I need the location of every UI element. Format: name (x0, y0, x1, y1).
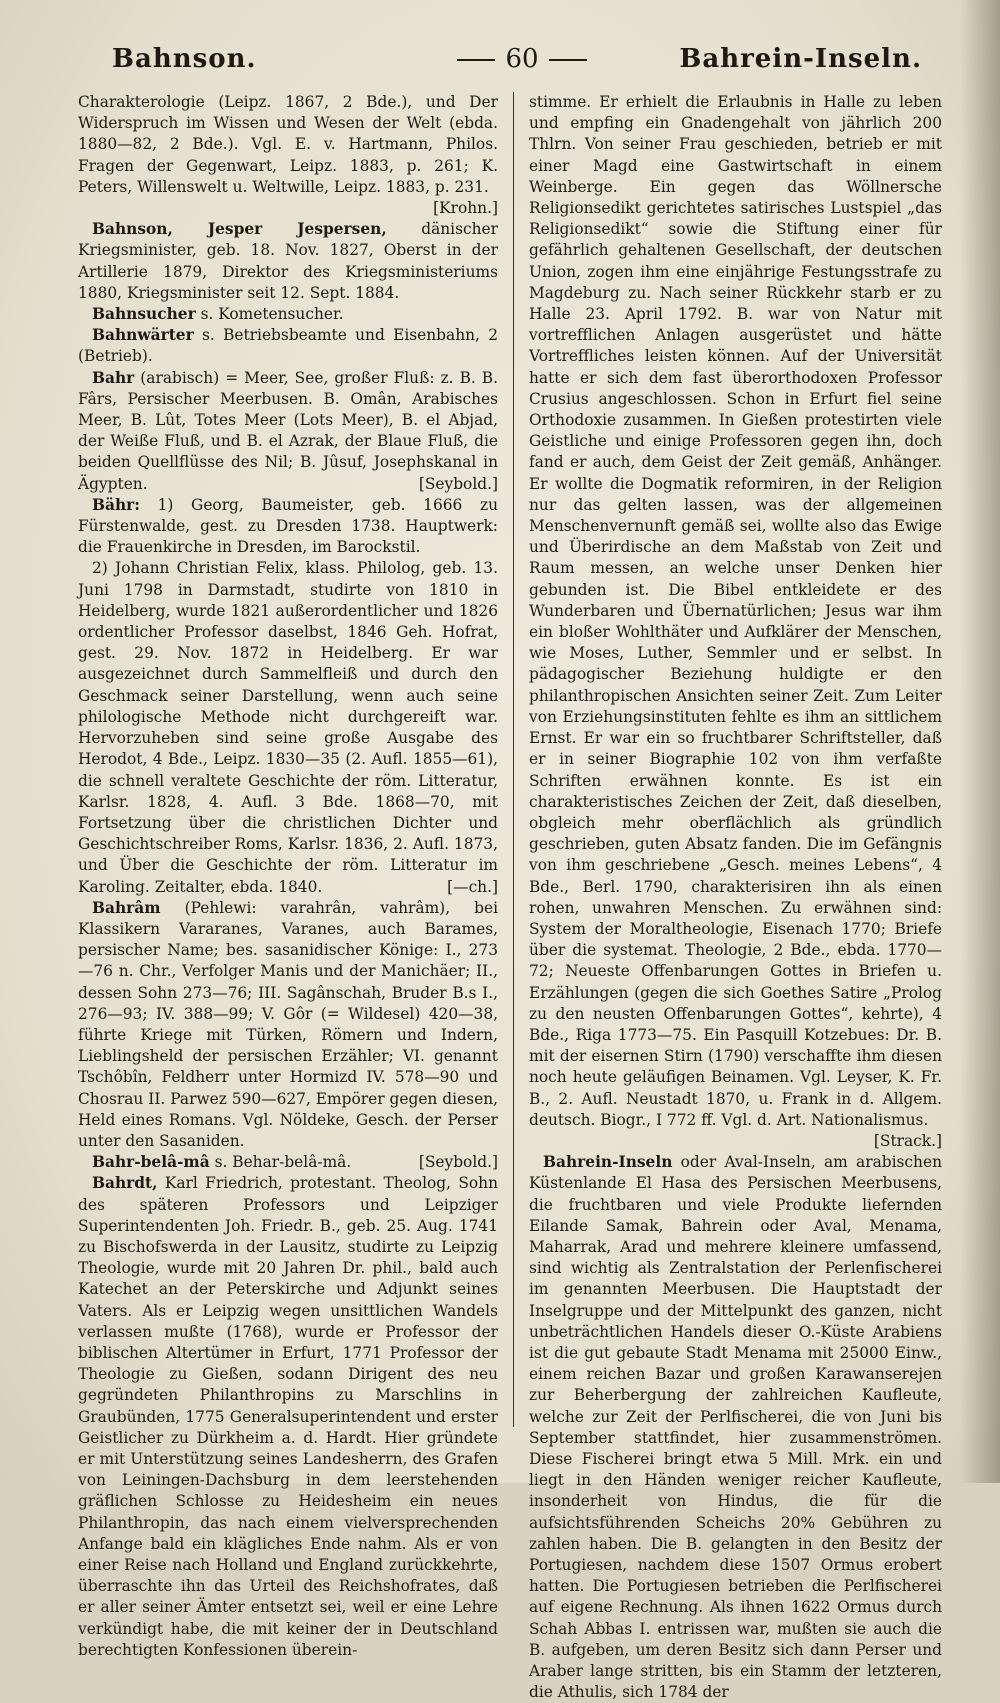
entry-text: s. Behar-belâ-mâ. (209, 1153, 352, 1172)
left-column (78, 92, 498, 1661)
author-signature: [Krohn.] (433, 199, 498, 218)
entry-text: 2) Johann Christian Felix, klass. Philolog, geb. 13. Juni 1798 in Darmstadt, studirte von 1810 in Heidelberg, wurde 1821 außerordentlicher und 1826 ordentlicher Professor daselbst, 1846 Geh. Hofrat, gest. 29. Nov. 1872 in Heidelberg. Er war ausgezeichnet durch Sammelfleiß und durch den Geschmack seiner Darstellung, wenn auch seine philologische Methode nicht durchgereift war. Hervorzuheben sind seine große Ausgabe des Herodot, 4 Bde., Leipz. 1830—35 (2. Aufl. 1855—61), die schnell veraltete Geschichte der röm. Litteratur, Karlsr. 1828, 4. Aufl. 3 Bde. 1868—70, mit Fortsetzung über die christlichen Dichter und Geschichtschreiber Roms, Karlsr. 1836, 2. Aufl. 1873, und Über die Geschichte der röm. Litteratur im Karoling. Zeitalter, ebda. 1840. (78, 559, 498, 896)
author-signature: [Strack.] (873, 1131, 942, 1150)
dictionary-entry (78, 898, 498, 1152)
entry-headword: Bahnsucher (92, 305, 196, 324)
dictionary-entry (78, 1152, 498, 1173)
entry-headword: Bahnwärter (92, 326, 194, 345)
right-column (529, 92, 942, 1703)
entry-text: (Pehlewi: varahrân, vahrâm), bei Klassikern Vararanes, Varanes, auch Barames, persischer Name; bes. sasanidischer Könige: I., 273—76 n. Chr., Verfolger Manis und der Manichäer; II., dessen Sohn 273—76; III. Sagânschah, Bruder B.s I., 276—93; IV. 388—99; V. Gôr (= Wildesel) 420—38, führte Kriege mit Türken, Römern und Indern, Lieblingsheld der persischen Erzähler; VI. genannt Tschôbîn, Feldherr unter Hormizd IV. 578—90 und Chosrau II. Parwez 590—627, Empörer gegen diesen, Held eines Romans. Vgl. Nöldeke, Gesch. der Perser unter den Sasaniden. (78, 898, 498, 1150)
dictionary-entry (78, 304, 498, 325)
entry-headword: Bahrdt, (92, 1174, 158, 1193)
dictionary-entry (78, 1173, 498, 1661)
binding-shadow (960, 0, 1000, 1483)
entry-text: Karl Friedrich, protestant. Theolog, Sohn des späteren Professors und Leipziger Superintendenten Joh. Friedr. B., geb. 25. Aug. 1741 zu Bischofswerda in der Lausitz, studirte zu Leipzig Theologie, wurde mit 20 Jahren Dr. phil., bald auch Katechet an der Peterskirche und Adjunkt seines Vaters. Als er Leipzig wegen unsittlichen Wandels verlassen mußte (1768), wurde er Professor der biblischen Altertümer in Erfurt, 1771 Professor der Theologie zu Gießen, sodann Dirigent des neu gegründeten Philanthropins zu Marschlins in Graubünden, 1775 Generalsuperintendent und erster Geistlicher zu Dürkheim a. d. Hardt. Hier gründete er mit Unterstützung seines Landesherrn, des Grafen von Leiningen-Dachsburg in dem leerstehenden gräflichen Schlosse zu Heidesheim ein neues Philanthropin, das nach einem vielversprechenden Anfange bald ein klägliches Ende nahm. Als er von einer Reise nach Holland und England zurückkehrte, überraschte ihn das Urteil des Reichshofrates, daß er aller seiner Ämter entsetzt sei, weil er eine Lehre verkündigt habe, die mit keiner der in Deutschland berechtigten Konfessionen überein- (78, 1174, 498, 1659)
author-signature: [Seybold.] (418, 474, 498, 493)
entry-headword: Bahr (92, 368, 135, 387)
continued-text (529, 92, 942, 1152)
entry-headword: Bahr-belâ-mâ (92, 1153, 210, 1172)
page-number-text: 60 (505, 44, 539, 74)
dictionary-entry (78, 495, 498, 559)
dictionary-entry (78, 219, 498, 304)
entry-headword: Bahrâm (92, 898, 161, 917)
continued-text (78, 92, 498, 219)
dictionary-entry (78, 368, 498, 495)
page-number (442, 44, 602, 74)
author-signature: [—ch.] (447, 877, 498, 896)
entry-text: stimme. Er erhielt die Erlaubnis in Halle zu leben und empfing ein Gnadengehalt von jährlich 200 Thlrn. Von seiner Frau geschieden, betrieb er mit einer Magd eine Gastwirtschaft in einem Weinberge. Ein gegen das Wöllnersche Religionsedikt gerichtetes satirisches Lustspiel „das Religionsedikt“ sowie die Stiftung einer für gefährlich gehaltenen Gesellschaft, der deutschen Union, zogen ihm eine einjährige Festungsstrafe zu Magdeburg zu. Nach seiner Rückkehr starb er zu Halle 23. April 1792. B. war von Natur mit vortrefflichen Anlagen ausgerüstet und hätte Vortreffliches leisten können. Auf der Universität hatte er sich dem fast überorthodoxen Professor Crusius angeschlossen. Schon in Erfurt fiel seine Orthodoxie zusammen. In Gießen protestirten viele Geistliche und einige Professoren gegen ihn, doch fand er auch, dem Geist der Zeit gemäß, Anhänger. Er wollte die Dogmatik reformiren, in der Religion nur das gelten lassen, was der allgemeinen Menschenvernunft gemäß sei, wollte also das Ewige und Überirdische an dem Maßstab von Zeit und Raum messen, an welche unser Denken hier gebunden ist. Die Bibel entkleidete er des Wunderbaren und Übernatürlichen; Jesus war ihm ein bloßer Wohlthäter und Aufklärer der Menschen, wie Moses, Luther, Semmler und er selbst. In pädagogischer Beziehung huldigte er den philanthropischen Ansichten seiner Zeit. Zum Leiter von Erziehungsinstituten fehlte es ihm an sittlichem Ernst. Er war ein so fruchtbarer Schriftsteller, daß er in seiner Biographie 102 von ihm verfaßte Schriften erwähnen konnte. Es ist ein charakteristisches Zeichen der Zeit, daß dieselben, obgleich mehr oberflächlich als gründlich geschrieben, guten Absatz fanden. Die im Gefängnis von ihm geschriebene „Gesch. meines Lebens“, 4 Bde., Berl. 1790, charakterisiren ihn als einen rohen, unwahren Menschen. Zu erwähnen sind: System der Moraltheologie, Eisenach 1770; Briefe über die systemat. Theologie, 2 Bde., ebda. 1770—72; Neueste Offenbarungen Gottes in Briefen u. Erzählungen (gegen die sich Goethes Satire „Prolog zu den neusten Offenbarungen Gottes“, kehrte), 4 Bde., Riga 1773—75. Ein Pasquill Kotzebues: Dr. B. mit der eisernen Stirn (1790) verschaffte ihm diesen noch heute geläufigen Beinamen. Vgl. Leyser, K. Fr. B., 2. Aufl. Neustadt 1870, u. Frank in d. Allgem. deutsch. Biogr., I 772 ff. Vgl. d. Art. Nationalismus. (529, 93, 942, 1129)
header-dash-right (549, 59, 587, 61)
entry-text: Charakterologie (Leipz. 1867, 2 Bde.), und Der Widerspruch im Wissen und Wesen der Welt (ebda. 1880—82, 2 Bde.). Vgl. E. v. Hartmann, Philos. Fragen der Gegenwart, Leipz. 1883, p. 261; K. Peters, Willenswelt u. Weltwille, Leipz. 1883, p. 231. (78, 93, 498, 196)
entry-text: (arabisch) = Meer, See, großer Fluß: z. B. B. Fârs, Persischer Meerbusen. B. Omân, Arabisches Meer, B. Lût, Totes Meer (Lots Meer), B. el Abjad, der Weiße Fluß, und B. el Azrak, der Blaue Fluß, die beiden Quellflüsse des Nil; B. Jûsuf, Josephskanal in Ägypten. (78, 368, 498, 493)
entry-headword: Bahnson, Jesper Jespersen, (92, 220, 387, 239)
entry-headword: Bähr: (92, 495, 140, 514)
header-right-keyword: Bahrein-Inseln. (679, 44, 922, 74)
dictionary-entry (78, 325, 498, 367)
entry-text: 1) Georg, Baumeister, geb. 1666 zu Fürstenwalde, gest. zu Dresden 1738. Hauptwerk: die Frauenkirche in Dresden, im Barockstil. (78, 495, 498, 557)
dictionary-entry (529, 1152, 942, 1703)
entry-text: oder Aval-Inseln, am arabischen Küstenlande El Hasa des Persischen Meerbusens, die fruchtbaren und viele Produkte liefernden Eilande Samak, Bahrein oder Aval, Menama, Maharrak, Arad und mehrere kleinere umfassend, sind wichtig als Zentralstation der Perlenfischerei im genannten Meerbusen. Die Hauptstadt der Inselgruppe und der Mittelpunkt des ganzen, nicht unbeträchtlichen Handels dieser O.-Küste Arabiens ist die gut gebaute Stadt Menama mit 25000 Einw., einem reichen Bazar und großen Karawanserejen zur Beherbergung der zahlreichen Kaufleute, welche zur Zeit der Perlfischerei, die von Juni bis September stattfindet, hier zusammenströmen. Diese Fischerei bringt etwa 5 Mill. Mrk. ein und liegt in den Händen weniger reicher Kaufleute, insonderheit von Hindus, die für die aufsichtsführenden Scheichs 20% Gebühren zu zahlen haben. Die B. gelangten in den Besitz der Portugiesen, nachdem diese 1507 Ormus erobert hatten. Die Portugiesen betrieben die Perlfischerei auf eigene Rechnung. Als ihnen 1622 Ormus durch Schah Abbas I. entrissen war, mußten sie auch die B. aufgeben, um deren Besitz sich dann Perser und Araber lange stritten, bis ein Stamm der letzteren, die Athulis, sich 1784 der (529, 1153, 942, 1702)
entry-headword: Bahrein-Inseln (543, 1153, 673, 1172)
entry-text: s. Kometensucher. (195, 305, 344, 324)
header-dash-left (457, 59, 495, 61)
column-divider (513, 92, 514, 1427)
running-header (0, 38, 1000, 88)
dictionary-entry (78, 558, 498, 897)
entry-text: dänischer Kriegsminister, geb. 18. Nov. 1827, Oberst in der Artillerie 1879, Direktor des Kriegsministeriums 1880, Kriegsminister seit 12. Sept. 1884. (78, 220, 498, 302)
entry-text: s. Betriebsbeamte und Eisenbahn, 2 (Betrieb). (78, 326, 498, 366)
author-signature: [Seybold.] (418, 1153, 498, 1172)
header-left-keyword: Bahnson. (112, 44, 257, 74)
